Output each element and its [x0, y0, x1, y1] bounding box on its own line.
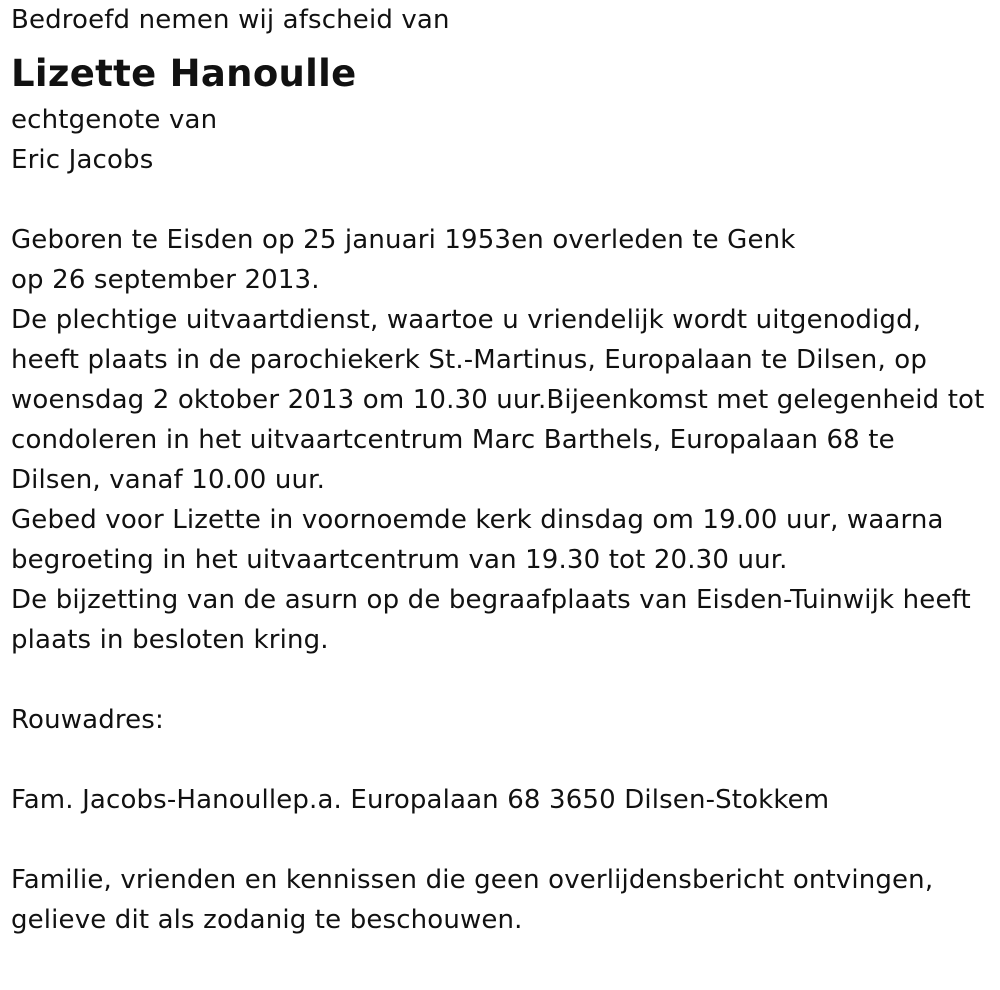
intro-text: Bedroefd nemen wij afscheid van	[11, 5, 450, 35]
spacer	[11, 820, 996, 860]
closing-line: gelieve dit als zodanig te beschouwen.	[11, 905, 523, 935]
deceased-name: Lizette Hanoulle	[11, 52, 357, 95]
body-line: Gebed voor Lizette in voornoemde kerk dinsdag om 19.00 uur, waarna	[11, 505, 944, 535]
closing-line: Familie, vrienden en kennissen die geen overlijdensbericht ontvingen,	[11, 865, 934, 895]
spacer	[11, 740, 996, 780]
spouse-name: Eric Jacobs	[11, 145, 154, 175]
obituary-notice	[11, 0, 996, 940]
spacer	[11, 180, 996, 220]
body-line: Geboren te Eisden op 25 januari 1953en overleden te Genk	[11, 225, 796, 255]
address-label: Rouwadres:	[11, 705, 164, 735]
body-line: De plechtige uitvaartdienst, waartoe u vriendelijk wordt uitgenodigd,	[11, 305, 922, 335]
body-line: De bijzetting van de asurn op de begraafplaats van Eisden-Tuinwijk heeft	[11, 585, 971, 615]
body-line: plaats in besloten kring.	[11, 625, 329, 655]
body-line: Dilsen, vanaf 10.00 uur.	[11, 465, 325, 495]
body-line: op 26 september 2013.	[11, 265, 320, 295]
body-line: begroeting in het uitvaartcentrum van 19.30 tot 20.30 uur.	[11, 545, 788, 575]
relation-text: echtgenote van	[11, 105, 218, 135]
body-line: woensdag 2 oktober 2013 om 10.30 uur.Bijeenkomst met gelegenheid tot	[11, 385, 985, 415]
spacer	[11, 660, 996, 700]
body-line: heeft plaats in de parochiekerk St.-Martinus, Europalaan te Dilsen, op	[11, 345, 927, 375]
body-line: condoleren in het uitvaartcentrum Marc Barthels, Europalaan 68 te	[11, 425, 895, 455]
address-value: Fam. Jacobs-Hanoullep.a. Europalaan 68 3650 Dilsen-Stokkem	[11, 785, 830, 815]
